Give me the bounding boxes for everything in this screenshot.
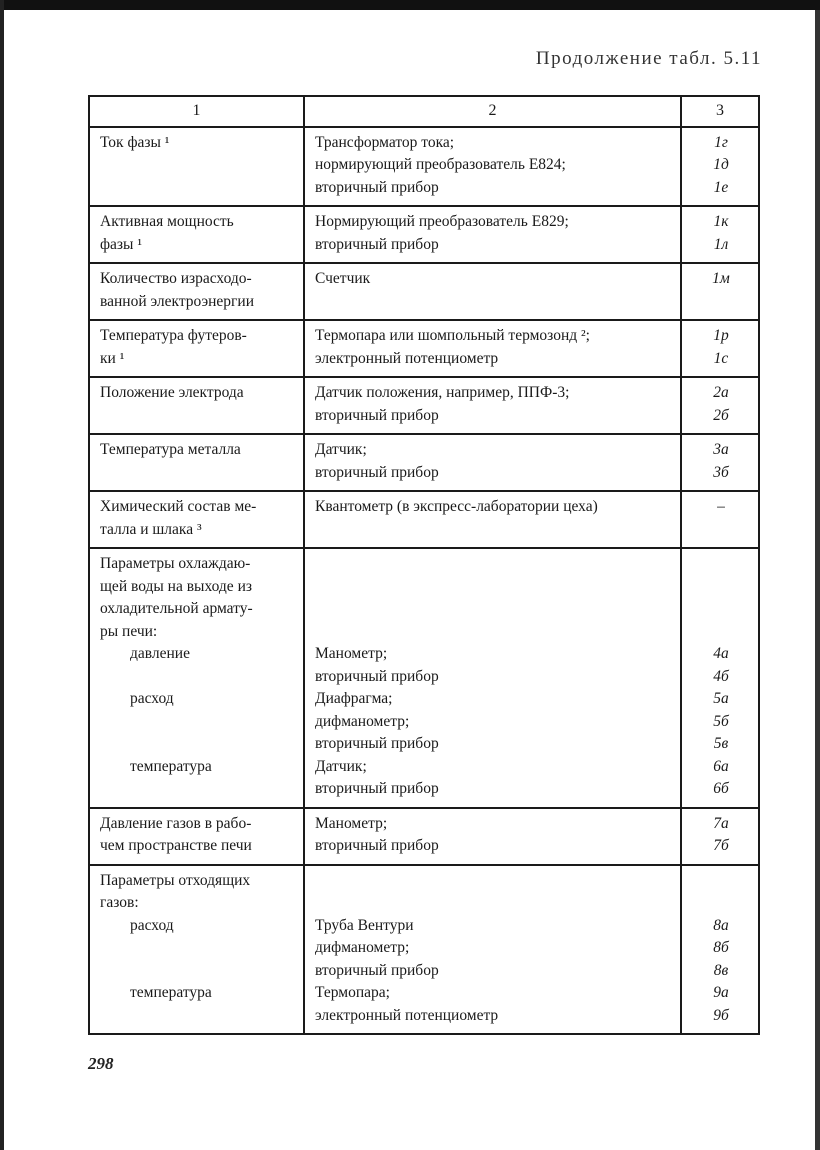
device-name: Диафрагма; bbox=[315, 690, 393, 707]
position-code: 8б bbox=[713, 939, 729, 956]
parameter-name: Давление газов в рабо- bbox=[100, 814, 252, 832]
position-code: 1г bbox=[714, 133, 728, 151]
device-name: электронный потенциометр bbox=[315, 1006, 499, 1024]
devices-cell bbox=[304, 263, 681, 320]
device-name: Термопара; bbox=[315, 984, 390, 1001]
position-code: 5в bbox=[713, 735, 729, 752]
scan-left-edge bbox=[0, 0, 4, 1150]
spacer bbox=[100, 1005, 295, 1028]
device-name: вторичный прибор bbox=[315, 961, 439, 979]
position-cell bbox=[681, 320, 759, 377]
sub-parameter-label: температура bbox=[130, 984, 212, 1001]
parameter-name: Параметры охлаждаю- bbox=[100, 555, 251, 572]
spacer bbox=[315, 598, 672, 621]
position-code: 8а bbox=[713, 916, 729, 934]
instruments-table bbox=[88, 95, 760, 1035]
spacer bbox=[100, 711, 295, 734]
spacer bbox=[692, 621, 750, 644]
spacer bbox=[315, 892, 672, 915]
device-name: Счетчик bbox=[315, 270, 371, 287]
parameter-cell bbox=[89, 808, 304, 865]
spacer bbox=[692, 870, 750, 893]
position-cell bbox=[681, 808, 759, 865]
parameter-name: Химический состав ме- bbox=[100, 498, 257, 515]
page-number: 298 bbox=[88, 1054, 114, 1073]
scan-top-edge bbox=[0, 0, 820, 10]
devices-cell bbox=[304, 865, 681, 1035]
position-code: 9б bbox=[713, 1006, 729, 1024]
spacer bbox=[100, 937, 295, 960]
parameter-cell bbox=[89, 434, 304, 491]
parameter-cell bbox=[89, 548, 304, 808]
spacer bbox=[100, 733, 295, 756]
devices-cell bbox=[304, 377, 681, 434]
parameter-cell bbox=[89, 491, 304, 548]
table-row bbox=[89, 377, 759, 434]
position-cell bbox=[681, 263, 759, 320]
table-row bbox=[89, 491, 759, 548]
device-name: Квантометр (в экспресс-лаборатории цеха) bbox=[315, 498, 598, 515]
parameter-name: фазы ¹ bbox=[100, 235, 142, 253]
device-name: Манометр; bbox=[315, 814, 388, 832]
position-code: – bbox=[717, 498, 725, 515]
parameter-name: газов: bbox=[100, 894, 139, 911]
table-row bbox=[89, 434, 759, 491]
spacer bbox=[692, 553, 750, 576]
devices-cell bbox=[304, 127, 681, 207]
device-name: вторичный прибор bbox=[315, 463, 439, 481]
devices-cell bbox=[304, 320, 681, 377]
table-row bbox=[89, 865, 759, 1035]
spacer bbox=[315, 870, 672, 893]
device-name: Датчик; bbox=[315, 441, 367, 458]
position-cell bbox=[681, 206, 759, 263]
sub-parameter-label: расход bbox=[130, 690, 174, 707]
parameter-name: Температура футеров- bbox=[100, 327, 247, 344]
table-row bbox=[89, 320, 759, 377]
position-code: 1д bbox=[713, 156, 729, 173]
parameter-name: чем пространстве печи bbox=[100, 837, 252, 854]
spacer bbox=[692, 576, 750, 599]
spacer bbox=[315, 621, 672, 644]
parameter-name: щей воды на выходе из bbox=[100, 577, 252, 595]
column-header-2: 2 bbox=[304, 96, 681, 127]
device-name: дифманометр; bbox=[315, 939, 410, 956]
position-cell bbox=[681, 491, 759, 548]
position-code: 8в bbox=[713, 961, 729, 979]
devices-cell bbox=[304, 206, 681, 263]
position-code: 1с bbox=[713, 349, 729, 367]
sub-parameter-label: расход bbox=[130, 916, 174, 934]
position-code: 4а bbox=[713, 645, 729, 662]
parameter-name: ки ¹ bbox=[100, 349, 125, 367]
parameter-cell bbox=[89, 320, 304, 377]
devices-cell bbox=[304, 548, 681, 808]
table-row bbox=[89, 206, 759, 263]
position-code: 3б bbox=[713, 463, 729, 481]
device-name: вторичный прибор bbox=[315, 837, 439, 854]
table-row bbox=[89, 548, 759, 808]
table-row bbox=[89, 127, 759, 207]
device-name: вторичный прибор bbox=[315, 178, 439, 196]
device-name: вторичный прибор bbox=[315, 780, 439, 797]
parameter-name: Количество израсходо- bbox=[100, 270, 252, 287]
device-name: дифманометр; bbox=[315, 712, 410, 730]
table-header-row bbox=[89, 96, 759, 127]
position-code: 1л bbox=[713, 235, 729, 253]
column-header-3: 3 bbox=[681, 96, 759, 127]
position-cell bbox=[681, 127, 759, 207]
position-code: 1р bbox=[713, 327, 729, 344]
position-code: 7а bbox=[713, 814, 729, 832]
parameter-cell bbox=[89, 377, 304, 434]
position-code: 3а bbox=[713, 441, 729, 458]
position-cell bbox=[681, 548, 759, 808]
spacer bbox=[315, 576, 672, 599]
position-code: 5б bbox=[713, 712, 729, 730]
position-code: 2б bbox=[713, 406, 729, 424]
devices-cell bbox=[304, 808, 681, 865]
position-cell bbox=[681, 434, 759, 491]
device-name: вторичный прибор bbox=[315, 667, 439, 685]
spacer bbox=[692, 892, 750, 915]
parameter-cell bbox=[89, 127, 304, 207]
device-name: вторичный прибор bbox=[315, 735, 439, 752]
table-continuation-header: Продолжение табл. 5.11 bbox=[535, 48, 762, 69]
sub-parameter-label: температура bbox=[130, 757, 212, 775]
position-code: 4б bbox=[713, 667, 729, 685]
sub-parameter-label: давление bbox=[130, 645, 190, 662]
device-name: Нормирующий преобразователь Е829; bbox=[315, 213, 569, 230]
spacer bbox=[692, 598, 750, 621]
device-name: вторичный прибор bbox=[315, 406, 439, 424]
scan-right-edge bbox=[815, 10, 820, 1150]
position-code: 9а bbox=[713, 984, 729, 1001]
parameter-cell bbox=[89, 206, 304, 263]
devices-cell bbox=[304, 434, 681, 491]
device-name: нормирующий преобразователь Е824; bbox=[315, 156, 566, 173]
parameter-cell bbox=[89, 263, 304, 320]
parameter-name: Параметры отходящих bbox=[100, 871, 251, 889]
device-name: Трансформатор тока; bbox=[315, 133, 455, 151]
position-code: 1е bbox=[713, 178, 729, 196]
position-code: 1к bbox=[713, 213, 729, 230]
device-name: вторичный прибор bbox=[315, 235, 439, 253]
device-name: Датчик положения, например, ППФ-3; bbox=[315, 384, 570, 401]
parameter-name: ванной электроэнергии bbox=[100, 292, 254, 310]
device-name: Труба Вентури bbox=[315, 916, 414, 934]
parameter-name: охладительной армату- bbox=[100, 600, 253, 617]
devices-cell bbox=[304, 491, 681, 548]
parameter-name: Положение электрода bbox=[100, 384, 244, 401]
position-code: 5а bbox=[713, 690, 729, 707]
position-code: 1м bbox=[712, 270, 730, 287]
spacer bbox=[100, 666, 295, 689]
parameter-name: Активная мощность bbox=[100, 213, 234, 230]
position-code: 2а bbox=[713, 384, 729, 401]
table-row bbox=[89, 263, 759, 320]
table-row bbox=[89, 808, 759, 865]
spacer bbox=[100, 778, 295, 801]
device-name: Термопара или шомпольный термозонд ²; bbox=[315, 327, 590, 344]
parameter-cell bbox=[89, 865, 304, 1035]
parameter-name: талла и шлака ³ bbox=[100, 520, 202, 538]
parameter-name: Температура металла bbox=[100, 441, 241, 458]
spacer bbox=[100, 960, 295, 983]
device-name: Манометр; bbox=[315, 645, 388, 662]
parameter-name: Ток фазы ¹ bbox=[100, 133, 170, 151]
device-name: Датчик; bbox=[315, 757, 367, 775]
position-code: 6б bbox=[713, 780, 729, 797]
column-header-1: 1 bbox=[89, 96, 304, 127]
device-name: электронный потенциометр bbox=[315, 349, 499, 367]
spacer bbox=[315, 553, 672, 576]
position-cell bbox=[681, 865, 759, 1035]
position-cell bbox=[681, 377, 759, 434]
position-code: 7б bbox=[713, 837, 729, 854]
parameter-name: ры печи: bbox=[100, 622, 158, 640]
position-code: 6а bbox=[713, 757, 729, 775]
